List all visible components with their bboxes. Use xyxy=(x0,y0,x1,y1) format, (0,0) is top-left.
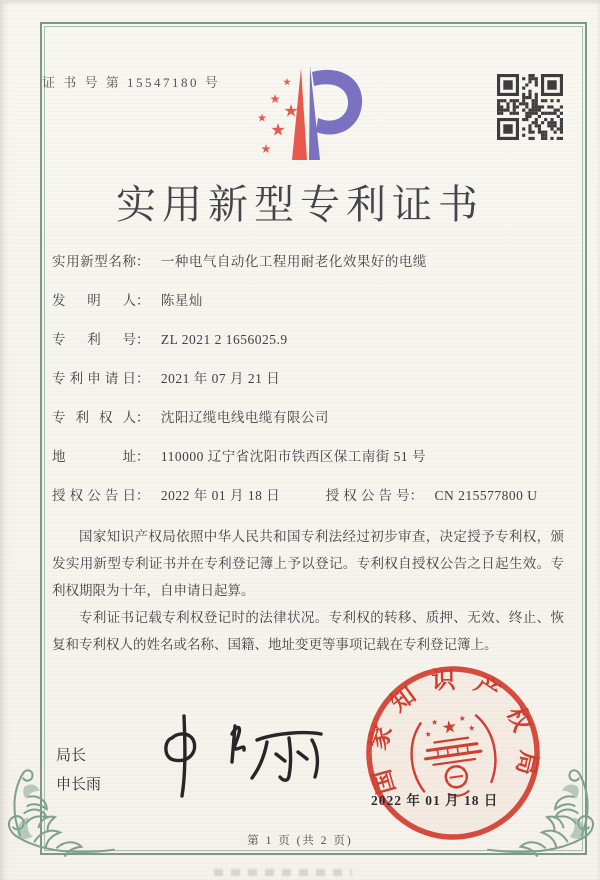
field-row xyxy=(52,445,564,468)
cnipa-logo-icon xyxy=(246,62,368,166)
field-value: CN 215577800 U xyxy=(434,488,538,503)
field-colon: ： xyxy=(136,332,150,347)
grant-date: 2022 年 01 月 18 日 xyxy=(371,793,499,808)
field-label: 专利申请日 xyxy=(52,371,136,386)
field-colon: ： xyxy=(409,488,424,503)
field-colon: ： xyxy=(136,410,150,425)
signer-block xyxy=(56,741,101,799)
qr-code xyxy=(497,74,563,140)
field-value: 一种电气自动化工程用耐老化效果好的电缆 xyxy=(160,254,427,269)
field-colon: ： xyxy=(136,449,150,464)
field-row xyxy=(52,406,564,429)
field-value: ZL 2021 2 1656025.9 xyxy=(160,332,288,347)
director-signature xyxy=(150,700,340,805)
field-label: 发明人 xyxy=(52,293,136,308)
field-colon: ： xyxy=(136,254,150,269)
legal-paragraph: 国家知识产权局依照中华人民共和国专利法经过初步审查，决定授予专利权，颁发实用新型专利证书并在专利登记簿上予以登记。专利权自授权公告之日起生效。专利权期限为十年，自申请日起算。 xyxy=(52,529,564,598)
field-row xyxy=(52,367,564,390)
field-value: 陈星灿 xyxy=(160,293,203,308)
page-showthrough xyxy=(214,869,352,876)
signer-name: 申长雨 xyxy=(56,776,102,793)
field-value: 2022 年 01 月 18 日 xyxy=(160,488,281,503)
field-colon: ： xyxy=(136,488,150,503)
national-emblem-seal xyxy=(348,648,558,858)
certificate-number: 证 书 号 第 15547180 号 xyxy=(42,75,221,90)
field-label: 授权公告日 xyxy=(52,488,136,503)
field-row xyxy=(52,328,564,351)
field-row xyxy=(52,484,564,507)
field-value: 110000 辽宁省沈阳市铁西区保工南街 51 号 xyxy=(160,449,426,464)
field-value: 沈阳辽缆电线电缆有限公司 xyxy=(160,410,329,425)
field-label: 实用新型名称 xyxy=(52,254,136,269)
field-label: 授权公告号 xyxy=(325,488,410,503)
seal-text: 国家知识产权局 xyxy=(364,667,542,797)
legal-text xyxy=(52,523,564,658)
signer-title: 局长 xyxy=(56,747,87,764)
page-number: 第 1 页 (共 2 页) xyxy=(247,835,353,847)
legal-paragraph: 专利证书记载专利权登记时的法律状况。专利权的转移、质押、无效、终止、恢复和专利权人的姓名或名称、国籍、地址变更等事项记载在专利登记簿上。 xyxy=(52,610,564,652)
field-colon: ： xyxy=(136,293,150,308)
field-label: 地址 xyxy=(52,449,136,464)
field-colon: ： xyxy=(136,371,150,386)
field-label: 专利权人 xyxy=(52,410,136,425)
field-row xyxy=(52,250,564,273)
field-value: 2021 年 07 月 21 日 xyxy=(160,371,281,386)
field-row xyxy=(52,289,564,312)
photo-edge xyxy=(0,0,600,4)
field-label: 专利号 xyxy=(52,332,136,347)
fields-block xyxy=(52,250,564,523)
certificate-title: 实用新型专利证书 xyxy=(116,182,484,227)
